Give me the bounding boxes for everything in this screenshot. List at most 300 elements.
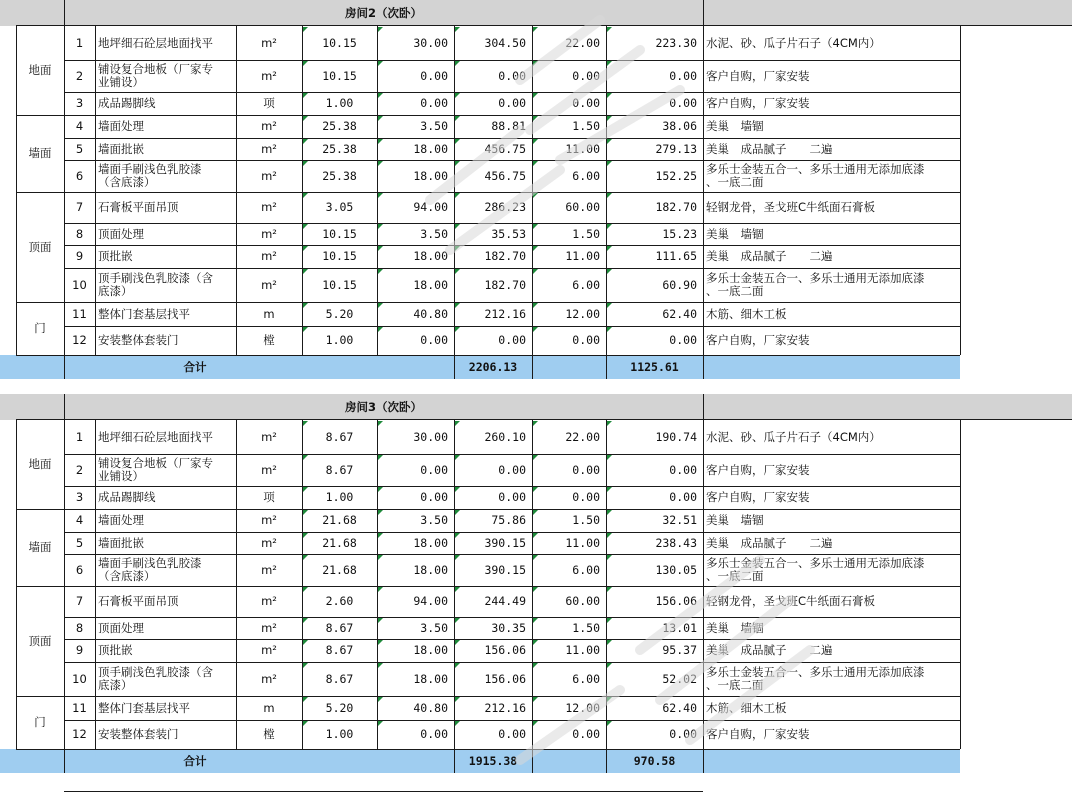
- cell-unit[interactable]: m²: [261, 249, 277, 263]
- cell-note[interactable]: 客户自购，厂家安装: [706, 727, 810, 741]
- cell-amount[interactable]: 75.86: [491, 513, 526, 527]
- cell-comment-marker: [303, 533, 308, 538]
- cell-comment-marker: [455, 303, 460, 308]
- cell-category[interactable]: 门: [34, 321, 46, 335]
- cell-price[interactable]: 18.00: [413, 643, 448, 657]
- cell-category[interactable]: 顶面: [28, 633, 52, 648]
- cell-comment-marker: [303, 487, 308, 492]
- cell-labor-amount[interactable]: 0.00: [669, 727, 697, 741]
- cell-category[interactable]: 门: [34, 715, 46, 729]
- cell-note[interactable]: 多乐士金装五合一、多乐士通用无添加底漆 、一底二面: [706, 665, 925, 692]
- total-amount[interactable]: 1915.38: [468, 753, 518, 768]
- cell-item[interactable]: 成品踢脚线: [98, 96, 156, 110]
- cell-category[interactable]: 顶面: [28, 239, 52, 254]
- grid-line: [16, 586, 960, 587]
- cell-quantity[interactable]: 10.15: [322, 35, 357, 50]
- cell-unit[interactable]: m²: [261, 671, 277, 686]
- cell-price[interactable]: 0.00: [420, 727, 448, 741]
- cell-amount[interactable]: 286.23: [484, 200, 526, 214]
- grid-line: [703, 26, 704, 355]
- cell-price[interactable]: 18.00: [413, 168, 448, 183]
- cell-amount[interactable]: 0.00: [498, 490, 526, 504]
- cell-quantity[interactable]: 1.00: [325, 96, 354, 110]
- cell-labor-amount[interactable]: 60.90: [662, 277, 697, 292]
- cell-price[interactable]: 18.00: [413, 249, 448, 263]
- grid-line: [16, 420, 17, 749]
- cell-number[interactable]: 6: [75, 168, 84, 183]
- cell-comment-marker: [607, 269, 612, 274]
- cell-number[interactable]: 12: [72, 727, 87, 741]
- cell-comment-marker: [533, 587, 538, 592]
- cell-comment-marker: [378, 61, 383, 66]
- grid-line: [64, 138, 960, 139]
- cell-unit[interactable]: 樘: [263, 333, 275, 347]
- cell-comment-marker: [533, 487, 538, 492]
- cell-quantity[interactable]: 25.38: [322, 119, 357, 133]
- cell-price[interactable]: 18.00: [413, 141, 448, 156]
- cell-comment-marker: [378, 510, 383, 515]
- cell-price[interactable]: 0.00: [420, 490, 448, 504]
- cell-unit[interactable]: m²: [261, 462, 277, 477]
- cell-price[interactable]: 40.80: [413, 306, 448, 321]
- cell-comment-marker: [455, 510, 460, 515]
- cell-note[interactable]: 水泥、砂、瓜子片石子（4CM内）: [706, 35, 881, 50]
- cell-labor-price[interactable]: 6.00: [572, 562, 600, 577]
- cell-unit[interactable]: m²: [261, 643, 277, 657]
- cell-labor-price[interactable]: 12.00: [565, 306, 600, 321]
- cell-item[interactable]: 成品踢脚线: [98, 490, 156, 504]
- cell-comment-marker: [607, 421, 612, 426]
- cell-number[interactable]: 10: [72, 277, 87, 292]
- cell-item[interactable]: 墙面批嵌: [98, 141, 144, 156]
- cell-labor-amount[interactable]: 38.06: [662, 119, 697, 133]
- cell-labor-price[interactable]: 22.00: [565, 35, 600, 50]
- cell-note[interactable]: 美巢 墙锢: [706, 226, 764, 241]
- cell-note[interactable]: 美巢 墙锢: [706, 620, 764, 635]
- cell-item[interactable]: 铺设复合地板（厂家专 业铺设）: [98, 456, 213, 483]
- cell-unit[interactable]: m²: [261, 200, 277, 214]
- grid-line: [64, 639, 960, 640]
- cell-labor-price[interactable]: 60.00: [565, 594, 600, 608]
- cell-amount[interactable]: 156.06: [484, 671, 526, 686]
- cell-comment-marker: [378, 116, 383, 121]
- cell-labor-amount[interactable]: 182.70: [655, 200, 697, 214]
- cell-quantity[interactable]: 10.15: [322, 249, 357, 263]
- cell-note[interactable]: 木筋、细木工板: [706, 306, 787, 321]
- cell-unit[interactable]: m²: [261, 429, 277, 444]
- cell-comment-marker: [533, 455, 538, 460]
- cell-amount[interactable]: 260.10: [484, 429, 526, 444]
- cell-price[interactable]: 0.00: [420, 68, 448, 83]
- grid-line: [302, 26, 303, 355]
- cell-note[interactable]: 美巢 成品腻子 二遍: [706, 643, 833, 657]
- cell-number[interactable]: 3: [75, 96, 84, 110]
- cell-amount[interactable]: 0.00: [498, 727, 526, 741]
- cell-comment-marker: [303, 587, 308, 592]
- cell-comment-marker: [607, 27, 612, 32]
- cell-unit[interactable]: m²: [261, 119, 277, 133]
- cell-labor-amount[interactable]: 62.40: [662, 700, 697, 715]
- cell-item[interactable]: 整体门套基层找平: [98, 700, 190, 715]
- section-title[interactable]: 房间2（次卧）: [344, 5, 422, 20]
- cell-labor-amount[interactable]: 152.25: [655, 168, 697, 183]
- cell-quantity[interactable]: 21.68: [322, 513, 357, 527]
- cell-category[interactable]: 地面: [28, 457, 52, 471]
- cell-note[interactable]: 多乐士金装五合一、多乐士通用无添加底漆 、一底二面: [706, 556, 925, 583]
- cell-unit[interactable]: m²: [261, 68, 277, 83]
- cell-quantity[interactable]: 8.67: [325, 620, 354, 635]
- cell-labor-price[interactable]: 11.00: [565, 249, 600, 263]
- grid-line: [16, 192, 960, 193]
- cell-quantity[interactable]: 21.68: [322, 562, 357, 577]
- cell-number[interactable]: 11: [72, 306, 87, 321]
- cell-note[interactable]: 客户自购，厂家安装: [706, 462, 810, 477]
- cell-item[interactable]: 石膏板平面吊顶: [98, 200, 179, 214]
- cell-amount[interactable]: 304.50: [484, 35, 526, 50]
- cell-quantity[interactable]: 8.67: [325, 671, 354, 686]
- cell-number[interactable]: 4: [75, 119, 84, 133]
- cell-comment-marker: [607, 327, 612, 332]
- cell-amount[interactable]: 390.15: [484, 535, 526, 550]
- cell-labor-price[interactable]: 1.50: [572, 513, 600, 527]
- cell-comment-marker: [607, 455, 612, 460]
- cell-comment-marker: [303, 246, 308, 251]
- total-labor-amount[interactable]: 970.58: [633, 753, 676, 768]
- cell-quantity[interactable]: 8.67: [325, 643, 354, 657]
- cell-unit[interactable]: m²: [261, 277, 277, 292]
- cell-note[interactable]: 轻钢龙骨，圣戈班C牛纸面石膏板: [706, 200, 876, 214]
- grid-line: [960, 420, 961, 749]
- cell-comment-marker: [533, 27, 538, 32]
- cell-amount[interactable]: 30.35: [491, 620, 526, 635]
- cell-quantity[interactable]: 8.67: [325, 429, 354, 444]
- cell-labor-price[interactable]: 6.00: [572, 168, 600, 183]
- cell-comment-marker: [378, 246, 383, 251]
- cell-category[interactable]: 地面: [28, 63, 52, 77]
- cell-comment-marker: [607, 533, 612, 538]
- cell-item[interactable]: 顶批嵌: [98, 249, 133, 263]
- cell-number[interactable]: 9: [75, 643, 84, 657]
- cell-number[interactable]: 9: [75, 249, 84, 263]
- cell-item[interactable]: 安装整体套装门: [98, 333, 179, 347]
- cell-item[interactable]: 地坪细石砼层地面找平: [98, 429, 213, 444]
- cell-labor-price[interactable]: 60.00: [565, 200, 600, 214]
- cell-unit[interactable]: m: [263, 306, 275, 321]
- cell-unit[interactable]: m²: [261, 562, 277, 577]
- cell-comment-marker: [607, 224, 612, 229]
- cell-note[interactable]: 客户自购，厂家安装: [706, 333, 810, 347]
- grid-line: [606, 26, 607, 355]
- cell-item[interactable]: 墙面批嵌: [98, 535, 144, 550]
- cell-price[interactable]: 18.00: [413, 562, 448, 577]
- cell-price[interactable]: 18.00: [413, 277, 448, 292]
- cell-labor-amount[interactable]: 0.00: [669, 462, 697, 477]
- cell-labor-amount[interactable]: 223.30: [655, 35, 697, 50]
- cell-price[interactable]: 30.00: [413, 429, 448, 444]
- cell-labor-amount[interactable]: 0.00: [669, 96, 697, 110]
- cell-number[interactable]: 1: [75, 35, 84, 50]
- cell-labor-price[interactable]: 11.00: [565, 141, 600, 156]
- cell-labor-amount[interactable]: 0.00: [669, 68, 697, 83]
- cell-comment-marker: [455, 246, 460, 251]
- grid-line: [16, 26, 17, 355]
- cell-number[interactable]: 3: [75, 490, 84, 504]
- cell-unit[interactable]: 项: [263, 96, 275, 110]
- cell-labor-price[interactable]: 0.00: [572, 490, 600, 504]
- grid-line: [236, 26, 237, 355]
- cell-comment-marker: [378, 721, 383, 726]
- cell-labor-price[interactable]: 0.00: [572, 333, 600, 347]
- cell-quantity[interactable]: 10.15: [322, 277, 357, 292]
- cell-comment-marker: [607, 93, 612, 98]
- cell-price[interactable]: 3.50: [420, 620, 448, 635]
- cell-unit[interactable]: m²: [261, 141, 277, 156]
- cell-quantity[interactable]: 3.05: [325, 200, 354, 214]
- cell-labor-amount[interactable]: 52.02: [662, 671, 697, 686]
- cell-note[interactable]: 轻钢龙骨，圣戈班C牛纸面石膏板: [706, 594, 876, 608]
- cell-labor-amount[interactable]: 32.51: [662, 513, 697, 527]
- cell-amount[interactable]: 212.16: [484, 306, 526, 321]
- cell-labor-amount[interactable]: 95.37: [662, 643, 697, 657]
- cell-unit[interactable]: m²: [261, 535, 277, 550]
- cell-price[interactable]: 30.00: [413, 35, 448, 50]
- cell-comment-marker: [303, 139, 308, 144]
- grid-line: [64, 394, 65, 420]
- cell-item[interactable]: 墙面手刷浅色乳胶漆 （含底漆）: [98, 556, 202, 583]
- cell-number[interactable]: 4: [75, 513, 84, 527]
- cell-labor-price[interactable]: 0.00: [572, 68, 600, 83]
- cell-item[interactable]: 整体门套基层找平: [98, 306, 190, 321]
- cell-labor-price[interactable]: 0.00: [572, 462, 600, 477]
- cell-unit[interactable]: m²: [261, 35, 277, 50]
- cell-note[interactable]: 美巢 墙锢: [706, 513, 764, 527]
- cell-quantity[interactable]: 10.15: [322, 68, 357, 83]
- grid-line: [64, 60, 960, 61]
- cell-item[interactable]: 铺设复合地板（厂家专 业铺设）: [98, 62, 213, 89]
- cell-comment-marker: [455, 587, 460, 592]
- cell-price[interactable]: 18.00: [413, 535, 448, 550]
- cell-comment-marker: [303, 27, 308, 32]
- cell-labor-price[interactable]: 1.50: [572, 620, 600, 635]
- grid-line: [64, 420, 65, 749]
- grid-line: [16, 355, 960, 356]
- cell-labor-amount[interactable]: 0.00: [669, 490, 697, 504]
- cell-item[interactable]: 顶手刷浅色乳胶漆（含 底漆）: [98, 271, 213, 298]
- cell-number[interactable]: 5: [75, 141, 84, 156]
- cell-labor-price[interactable]: 6.00: [572, 671, 600, 686]
- cell-labor-amount[interactable]: 62.40: [662, 306, 697, 321]
- cell-amount[interactable]: 0.00: [498, 96, 526, 110]
- cell-labor-price[interactable]: 0.00: [572, 727, 600, 741]
- cell-quantity[interactable]: 2.60: [325, 594, 354, 608]
- cell-quantity[interactable]: 21.68: [322, 535, 357, 550]
- cell-labor-price[interactable]: 22.00: [565, 429, 600, 444]
- grid-line: [703, 394, 704, 420]
- cell-amount[interactable]: 456.75: [484, 141, 526, 156]
- cell-item[interactable]: 墙面处理: [98, 119, 144, 133]
- cell-comment-marker: [455, 487, 460, 492]
- cell-labor-amount[interactable]: 130.05: [655, 562, 697, 577]
- cell-comment-marker: [378, 663, 383, 668]
- cell-price[interactable]: 0.00: [420, 462, 448, 477]
- cell-amount[interactable]: 390.15: [484, 562, 526, 577]
- cell-number[interactable]: 12: [72, 333, 87, 347]
- cell-item[interactable]: 顶面处理: [98, 620, 144, 635]
- cell-amount[interactable]: 88.81: [491, 119, 526, 133]
- cell-unit[interactable]: m²: [261, 620, 277, 635]
- cell-number[interactable]: 6: [75, 562, 84, 577]
- cell-labor-amount[interactable]: 190.74: [655, 429, 697, 444]
- cell-labor-price[interactable]: 1.50: [572, 119, 600, 133]
- cell-labor-amount[interactable]: 238.43: [655, 535, 697, 550]
- cell-item[interactable]: 顶面处理: [98, 226, 144, 241]
- cell-note[interactable]: 多乐士金装五合一、多乐士通用无添加底漆 、一底二面: [706, 271, 925, 298]
- cell-comment-marker: [455, 640, 460, 645]
- cell-price[interactable]: 18.00: [413, 671, 448, 686]
- cell-quantity[interactable]: 10.15: [322, 226, 357, 241]
- grid-line: [703, 749, 704, 773]
- cell-quantity[interactable]: 1.00: [325, 727, 354, 741]
- section-header-band: [0, 394, 16, 420]
- cell-comment-marker: [533, 93, 538, 98]
- cell-price[interactable]: 3.50: [420, 119, 448, 133]
- cell-amount[interactable]: 456.75: [484, 168, 526, 183]
- total-amount[interactable]: 2206.13: [468, 359, 518, 374]
- cell-unit[interactable]: 樘: [263, 727, 275, 741]
- cell-note[interactable]: 木筋、细木工板: [706, 700, 787, 715]
- grid-line: [454, 749, 455, 773]
- cell-item[interactable]: 墙面处理: [98, 513, 144, 527]
- cell-labor-price[interactable]: 1.50: [572, 226, 600, 241]
- cell-number[interactable]: 8: [75, 226, 84, 241]
- cell-quantity[interactable]: 25.38: [322, 168, 357, 183]
- cell-category[interactable]: 墙面: [28, 540, 52, 554]
- cell-labor-amount[interactable]: 15.23: [662, 226, 697, 241]
- cell-note[interactable]: 客户自购，厂家安装: [706, 96, 810, 110]
- cell-comment-marker: [455, 224, 460, 229]
- cell-unit[interactable]: m²: [261, 226, 277, 241]
- cell-comment-marker: [378, 139, 383, 144]
- cell-quantity[interactable]: 8.67: [325, 462, 354, 477]
- cell-amount[interactable]: 182.70: [484, 277, 526, 292]
- cell-comment-marker: [303, 93, 308, 98]
- cell-note[interactable]: 客户自购，厂家安装: [706, 490, 810, 504]
- total-label[interactable]: 合计: [183, 359, 207, 374]
- cell-labor-price[interactable]: 6.00: [572, 277, 600, 292]
- cell-quantity[interactable]: 5.20: [325, 700, 354, 715]
- cell-quantity[interactable]: 1.00: [325, 333, 354, 347]
- cell-price[interactable]: 94.00: [413, 200, 448, 214]
- cell-comment-marker: [455, 555, 460, 560]
- cell-comment-marker: [378, 640, 383, 645]
- cell-labor-price[interactable]: 11.00: [565, 643, 600, 657]
- grid-line: [64, 554, 960, 555]
- cell-price[interactable]: 94.00: [413, 594, 448, 608]
- cell-number[interactable]: 1: [75, 429, 84, 444]
- cell-note[interactable]: 多乐士金装五合一、多乐士通用无添加底漆 、一底二面: [706, 162, 925, 189]
- cell-number[interactable]: 11: [72, 700, 87, 715]
- cell-number[interactable]: 5: [75, 535, 84, 550]
- cell-item[interactable]: 顶手刷浅色乳胶漆（含 底漆）: [98, 665, 213, 692]
- cell-comment-marker: [303, 224, 308, 229]
- cell-item[interactable]: 顶批嵌: [98, 643, 133, 657]
- cell-unit[interactable]: m²: [261, 594, 277, 608]
- cell-comment-marker: [378, 487, 383, 492]
- cell-category[interactable]: 墙面: [28, 146, 52, 160]
- cell-amount[interactable]: 0.00: [498, 333, 526, 347]
- cell-labor-price[interactable]: 12.00: [565, 700, 600, 715]
- cell-unit[interactable]: m²: [261, 168, 277, 183]
- cell-note[interactable]: 美巢 墙锢: [706, 119, 764, 133]
- cell-labor-amount[interactable]: 279.13: [655, 141, 697, 156]
- cell-item[interactable]: 地坪细石砼层地面找平: [98, 35, 213, 50]
- cell-quantity[interactable]: 25.38: [322, 141, 357, 156]
- cell-price[interactable]: 3.50: [420, 513, 448, 527]
- cell-amount[interactable]: 0.00: [498, 68, 526, 83]
- cell-number[interactable]: 7: [75, 200, 84, 214]
- cell-number[interactable]: 2: [75, 462, 84, 477]
- cell-labor-amount[interactable]: 111.65: [655, 249, 697, 263]
- cell-price[interactable]: 40.80: [413, 700, 448, 715]
- cell-unit[interactable]: m²: [261, 513, 277, 527]
- cell-amount[interactable]: 244.49: [484, 594, 526, 608]
- cell-note[interactable]: 美巢 成品腻子 二遍: [706, 141, 833, 156]
- cell-amount[interactable]: 0.00: [498, 462, 526, 477]
- cell-number[interactable]: 7: [75, 594, 84, 608]
- cell-price[interactable]: 0.00: [420, 96, 448, 110]
- cell-price[interactable]: 0.00: [420, 333, 448, 347]
- cell-amount[interactable]: 212.16: [484, 700, 526, 715]
- cell-quantity[interactable]: 1.00: [325, 490, 354, 504]
- cell-unit[interactable]: m: [263, 700, 275, 715]
- grid-line: [64, 245, 960, 246]
- cell-amount[interactable]: 35.53: [491, 226, 526, 241]
- cell-labor-amount[interactable]: 156.06: [655, 594, 697, 608]
- cell-price[interactable]: 3.50: [420, 226, 448, 241]
- cell-number[interactable]: 8: [75, 620, 84, 635]
- cell-note[interactable]: 水泥、砂、瓜子片石子（4CM内）: [706, 429, 881, 444]
- grid-line: [16, 115, 960, 116]
- cell-item[interactable]: 石膏板平面吊顶: [98, 594, 179, 608]
- cell-amount[interactable]: 182.70: [484, 249, 526, 263]
- cell-note[interactable]: 美巢 成品腻子 二遍: [706, 535, 833, 550]
- cell-comment-marker: [607, 663, 612, 668]
- total-label[interactable]: 合计: [183, 753, 207, 768]
- cell-note[interactable]: 美巢 成品腻子 二遍: [706, 249, 833, 263]
- cell-comment-marker: [533, 327, 538, 332]
- cell-comment-marker: [303, 61, 308, 66]
- grid-line: [703, 0, 704, 26]
- cell-labor-amount[interactable]: 0.00: [669, 333, 697, 347]
- cell-comment-marker: [607, 303, 612, 308]
- cell-amount[interactable]: 156.06: [484, 643, 526, 657]
- cell-unit[interactable]: 项: [263, 490, 275, 504]
- cell-quantity[interactable]: 5.20: [325, 306, 354, 321]
- section-title[interactable]: 房间3（次卧）: [344, 399, 422, 414]
- cell-labor-price[interactable]: 0.00: [572, 96, 600, 110]
- cell-number[interactable]: 2: [75, 68, 84, 83]
- cell-item[interactable]: 墙面手刷浅色乳胶漆 （含底漆）: [98, 162, 202, 189]
- cell-comment-marker: [607, 61, 612, 66]
- cell-item[interactable]: 安装整体套装门: [98, 727, 179, 741]
- cell-number[interactable]: 10: [72, 671, 87, 686]
- total-labor-amount[interactable]: 1125.61: [630, 359, 679, 374]
- cell-labor-amount[interactable]: 13.01: [662, 620, 697, 635]
- cell-note[interactable]: 客户自购，厂家安装: [706, 68, 810, 83]
- cell-labor-price[interactable]: 11.00: [565, 535, 600, 550]
- cell-comment-marker: [533, 421, 538, 426]
- grid-line: [16, 696, 960, 697]
